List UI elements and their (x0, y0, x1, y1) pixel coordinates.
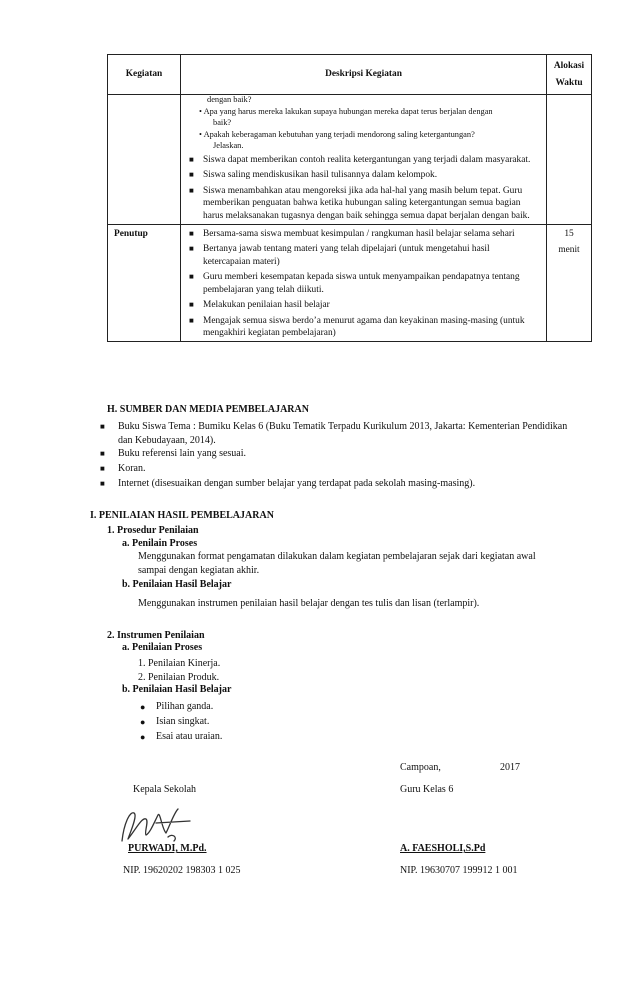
header-alokasi (547, 55, 592, 95)
bullet-icon: ● (140, 702, 146, 712)
list-item-text: Koran. (118, 463, 146, 474)
list-item-text: Bersama-sama siswa membuat kesimpulan / rangkuman hasil belajar selama sehari (203, 229, 515, 240)
list-item-text: Buku referensi lain yang sesuai. (118, 448, 247, 459)
penilain-proses-heading: a. Penilain Proses (122, 538, 198, 549)
proses-text-1: Menggunakan format pengamatan dilakukan dalam kegiatan pembelajaran sejak dari kegiatan awal (138, 551, 536, 562)
list-item: 2. Penilaian Produk. (138, 672, 220, 683)
hasil-belajar-text: Menggunakan instrumen penilaian hasil belajar dengan tes tulis dan lisan (terlampir). (138, 598, 480, 609)
list-item-text: Siswa menambahkan atau mengoreksi jika ada hal-hal yang masih belum tepat. Guru memberikan penguatan bahwa ketika hubungan saling ketergantungan semua bagian harus melaksanakan tugasnya dengan baik sehingga semua dapat berjalan dengan baik. (203, 185, 530, 221)
handwritten-signature-icon (116, 803, 196, 847)
bullet-icon: ● (140, 717, 146, 727)
square-bullet-icon: ■ (189, 272, 194, 282)
square-bullet-icon: ■ (189, 155, 194, 165)
list-item (100, 447, 570, 461)
list-item-text: Esai atau uraian. (156, 731, 223, 742)
list-item-text: Buku Siswa Tema : Bumiku Kelas 6 (Buku Tematik Terpadu Kurikulum 2013, Jakarta: Kementerian Pendidikan dan Kebudayaan, 2014). (118, 421, 568, 446)
row1-sub-line: • Apa yang harus mereka lakukan supaya hubungan mereka dapat terus berjalan dengan (199, 107, 493, 117)
section-h-title: H. SUMBER DAN MEDIA PEMBELAJARAN (107, 404, 309, 415)
right-name: A. FAESHOLI,S.Pd (400, 843, 486, 854)
square-bullet-icon: ■ (100, 464, 105, 473)
list-item-text: Internet (disesuaikan dengan sumber belajar yang terdapat pada sekolah masing-masing). (118, 478, 476, 489)
header-alokasi-line2: Waktu (555, 78, 583, 88)
section-i-title: I. PENILAIAN HASIL PEMBELAJARAN (90, 510, 274, 521)
table-row-inti (108, 95, 592, 225)
right-role: Guru Kelas 6 (400, 784, 454, 795)
square-bullet-icon: ■ (189, 229, 194, 239)
list-item-text: Pilihan ganda. (156, 701, 214, 712)
row1-kegiatan (108, 95, 181, 225)
list-item (189, 228, 538, 240)
row1-sub-line: • Apakah keberagaman kebutuhan yang terjadi mendorong saling ketergantungan? (199, 130, 475, 140)
row1-sub-line: Jelaskan. (213, 140, 244, 150)
square-bullet-icon: ■ (189, 300, 194, 310)
list-item-text: Mengajak semua siswa berdo’a menurut agama dan keyakinan masing-masing (untuk mengakhiri kegiatan pembelajaran) (203, 315, 525, 338)
list-item: 1. Penilaian Kinerja. (138, 658, 221, 669)
list-item-text: Siswa dapat memberikan contoh realita ketergantungan yang terjadi dalam masyarakat. (203, 155, 531, 166)
list-item (189, 169, 538, 181)
square-bullet-icon: ■ (189, 185, 194, 195)
table-row-penutup (108, 225, 592, 342)
list-item (189, 243, 538, 268)
list-item (100, 462, 570, 476)
right-nip: NIP. 19630707 199912 1 001 (400, 865, 518, 876)
list-item-text: Melakukan penilaian hasil belajar (203, 300, 330, 311)
left-role: Kepala Sekolah (133, 784, 197, 795)
instrumen-hasil-heading: b. Penilaian Hasil Belajar (122, 684, 232, 695)
square-bullet-icon: ■ (100, 422, 105, 431)
proses-text-2: sampai dengan kegiatan akhir. (138, 565, 260, 576)
row1-deskripsi (181, 95, 547, 225)
list-item (100, 477, 570, 491)
list-item-text: Guru memberi kesempatan kepada siswa untuk menyampaikan pendapatnya tentang pembelajaran yang telah diikuti. (203, 272, 520, 295)
row1-sub-line: baik? (213, 117, 232, 127)
instrumen-proses-heading: a. Penilaian Proses (122, 642, 203, 653)
square-bullet-icon: ■ (100, 479, 105, 488)
row2-alokasi (547, 225, 592, 342)
list-item-text: Bertanya jawab tentang materi yang telah dipelajari (untuk mengetahui hasil ketercapaian materi) (203, 244, 490, 267)
list-item (100, 420, 570, 448)
left-name: PURWADI, M.Pd. (128, 843, 207, 854)
row1-alokasi (547, 95, 592, 225)
alokasi-value: 15 (564, 229, 574, 240)
list-item (189, 154, 538, 166)
header-deskripsi: Deskripsi Kegiatan (181, 55, 547, 95)
square-bullet-icon: ■ (189, 244, 194, 254)
prosedur-heading: 1. Prosedur Penilaian (107, 525, 199, 536)
kegiatan-table (107, 54, 592, 342)
signature-place: Campoan, (400, 762, 441, 773)
signature-year: 2017 (500, 762, 520, 773)
header-alokasi-line1: Alokasi (553, 60, 585, 71)
list-item-text: Isian singkat. (156, 716, 210, 727)
square-bullet-icon: ■ (100, 449, 105, 458)
list-item (140, 715, 209, 729)
square-bullet-icon: ■ (189, 170, 194, 180)
list-item (189, 315, 538, 340)
list-item-text: Siswa saling mendiskusikan hasil tulisannya dalam kelompok. (203, 170, 438, 181)
square-bullet-icon: ■ (189, 315, 194, 325)
row1-sub-line: dengan baik? (207, 95, 252, 104)
instrumen-heading: 2. Instrumen Penilaian (107, 630, 205, 641)
list-item (189, 185, 538, 222)
left-nip: NIP. 19620202 198303 1 025 (123, 865, 241, 876)
list-item (189, 299, 538, 311)
table-header-row (108, 55, 592, 95)
list-item (140, 730, 222, 744)
alokasi-unit: menit (558, 245, 580, 256)
list-item (140, 700, 213, 714)
list-item (189, 271, 538, 296)
bullet-icon: ● (140, 732, 146, 742)
hasil-belajar-heading: b. Penilaian Hasil Belajar (122, 579, 232, 590)
row2-deskripsi (181, 225, 547, 342)
header-kegiatan: Kegiatan (108, 55, 181, 95)
row2-kegiatan: Penutup (108, 225, 181, 342)
